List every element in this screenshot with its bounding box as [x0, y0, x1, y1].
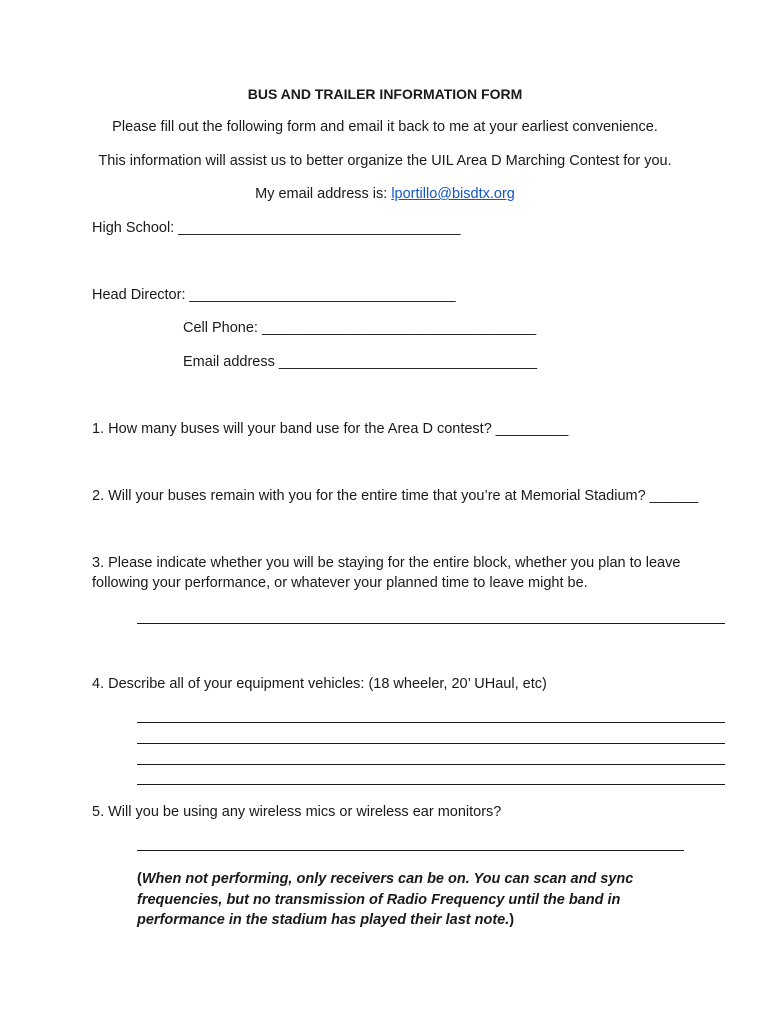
head-director-field[interactable]: Head Director: _________________________________ — [92, 287, 456, 303]
question-2[interactable]: 2. Will your buses remain with you for the entire time that you’re at Memorial Stadium? ______ — [92, 488, 699, 504]
question-3-line-2: following your performance, or whatever your planned time to leave might be. — [92, 575, 588, 591]
question-4: 4. Describe all of your equipment vehicles: (18 wheeler, 20’ UHaul, etc) — [92, 676, 547, 692]
answer-line-q4-3[interactable] — [137, 764, 725, 765]
form-title: BUS AND TRAILER INFORMATION FORM — [247, 86, 523, 102]
answer-line-q4-2[interactable] — [137, 743, 725, 744]
note-text: When not performing, only receivers can be on. You can scan and sync frequencies, but no transmission of Radio Frequency until the band in performance in the stadium has played their last note. — [137, 871, 634, 928]
high-school-field[interactable]: High School: ___________________________________ — [92, 220, 461, 236]
intro-line-2: This information will assist us to better organize the UIL Area D Marching Contest for you. — [98, 153, 672, 169]
note-open-paren: ( — [137, 871, 142, 887]
note-close-paren: ) — [509, 912, 515, 928]
email-address-field[interactable]: Email address ________________________________ — [183, 354, 537, 370]
email-line — [0, 185, 770, 203]
question-1[interactable]: 1. How many buses will your band use for the Area D contest? _________ — [92, 421, 569, 437]
intro-line-1: Please fill out the following form and email it back to me at your earliest convenience. — [112, 119, 658, 135]
question-5: 5. Will you be using any wireless mics or wireless ear monitors? — [92, 804, 502, 820]
answer-line-q5[interactable] — [137, 850, 684, 851]
answer-line-q4-1[interactable] — [137, 722, 725, 723]
question-3-line-1: 3. Please indicate whether you will be staying for the entire block, whether you plan to leave — [92, 555, 681, 571]
wireless-note — [137, 869, 697, 931]
email-label: My email address is: — [255, 186, 388, 202]
answer-line-q4-4[interactable] — [137, 784, 725, 785]
email-link[interactable]: lportillo@bisdtx.org — [391, 186, 515, 202]
cell-phone-field[interactable]: Cell Phone: __________________________________ — [183, 320, 537, 336]
answer-line-q3[interactable] — [137, 623, 725, 624]
